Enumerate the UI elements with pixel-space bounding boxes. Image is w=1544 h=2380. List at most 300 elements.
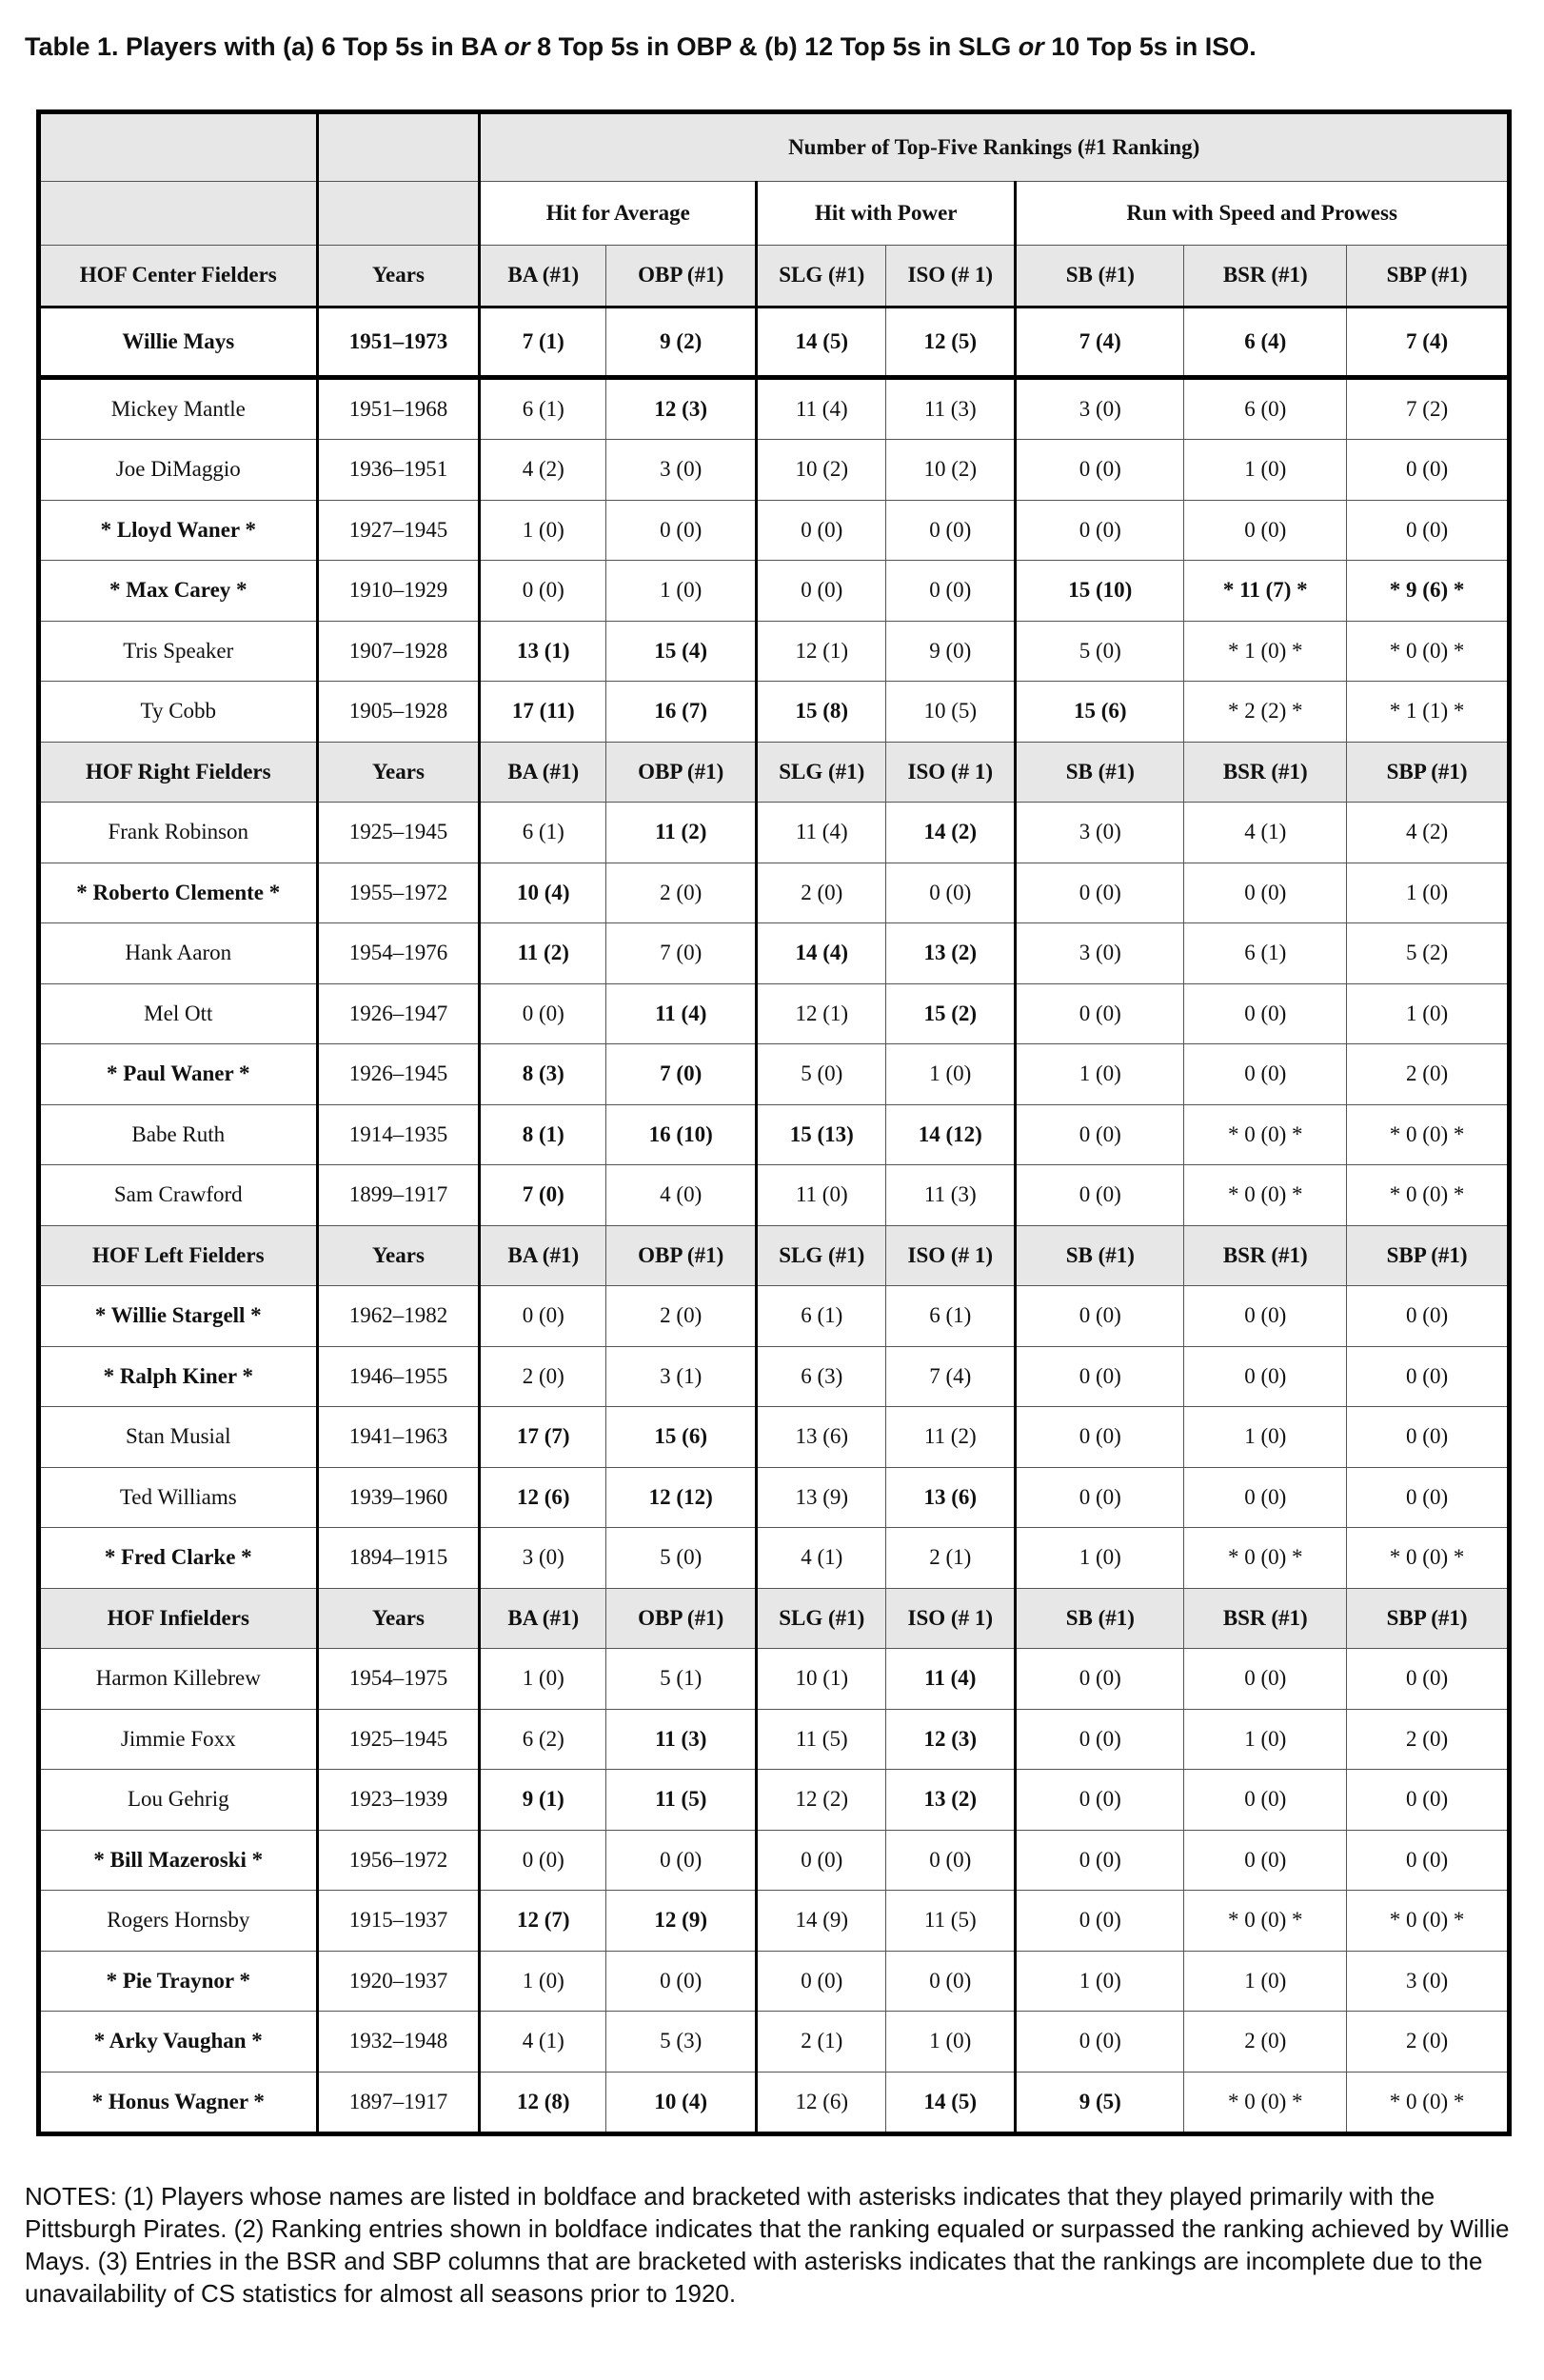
rankings-table: [36, 109, 1512, 2136]
ranking-sb: 0 (0): [1016, 1286, 1184, 1347]
player-years: 1955–1972: [317, 863, 480, 923]
player-row: [39, 1407, 1510, 1468]
ranking-sb: 1 (0): [1016, 1044, 1184, 1105]
ranking-sb: 0 (0): [1016, 1891, 1184, 1952]
player-row: [39, 1709, 1510, 1770]
ranking-ba: 0 (0): [480, 1830, 606, 1891]
player-years: 1941–1963: [317, 1407, 480, 1468]
ranking-sb: 0 (0): [1016, 1830, 1184, 1891]
ranking-iso: 11 (2): [886, 1407, 1016, 1468]
ranking-bsr: 0 (0): [1184, 1346, 1347, 1407]
header-top-label: Number of Top-Five Rankings (#1 Ranking): [480, 112, 1510, 182]
ranking-ba: 6 (2): [480, 1709, 606, 1770]
ranking-ba: 11 (2): [480, 923, 606, 984]
ranking-obp: 0 (0): [606, 1830, 757, 1891]
header-blank-cell: [317, 182, 480, 246]
ranking-iso: 10 (5): [886, 682, 1016, 743]
ranking-obp: 9 (2): [606, 307, 757, 377]
header-blank-cell: [39, 182, 318, 246]
player-name: * Pie Traynor *: [39, 1951, 318, 2012]
ranking-slg: 4 (1): [757, 1528, 886, 1589]
ranking-slg: 15 (8): [757, 682, 886, 743]
section-header-row: [39, 1225, 1510, 1286]
header-blank-cell: [317, 112, 480, 182]
player-years: 1962–1982: [317, 1286, 480, 1347]
ranking-sb: 0 (0): [1016, 500, 1184, 561]
ranking-sbp: 0 (0): [1347, 1649, 1510, 1710]
ranking-sb: 3 (0): [1016, 377, 1184, 440]
ranking-slg: 6 (1): [757, 1286, 886, 1347]
player-years: 1907–1928: [317, 621, 480, 682]
ranking-obp: 1 (0): [606, 561, 757, 622]
ranking-sb: 15 (10): [1016, 561, 1184, 622]
ranking-sbp: 0 (0): [1347, 1467, 1510, 1528]
col-header-sb: SB (#1): [1016, 1225, 1184, 1286]
header-row-top: [39, 112, 1510, 182]
player-name: Frank Robinson: [39, 803, 318, 863]
ranking-ba: 12 (6): [480, 1467, 606, 1528]
ranking-ba: 1 (0): [480, 1951, 606, 2012]
ranking-sb: 1 (0): [1016, 1528, 1184, 1589]
ranking-ba: 10 (4): [480, 863, 606, 923]
player-row: [39, 440, 1510, 501]
player-name: * Paul Waner *: [39, 1044, 318, 1105]
ranking-iso: 1 (0): [886, 2012, 1016, 2073]
ranking-sb: 0 (0): [1016, 1165, 1184, 1226]
player-name: Stan Musial: [39, 1407, 318, 1468]
ranking-ba: 6 (1): [480, 377, 606, 440]
ranking-ba: 7 (0): [480, 1165, 606, 1226]
ranking-slg: 0 (0): [757, 561, 886, 622]
ranking-ba: 7 (1): [480, 307, 606, 377]
ranking-ba: 4 (2): [480, 440, 606, 501]
player-row: [39, 1165, 1510, 1226]
section-label: HOF Center Fielders: [39, 246, 318, 307]
ranking-sbp: * 0 (0) *: [1347, 1891, 1510, 1952]
col-header-iso: ISO (# 1): [886, 1225, 1016, 1286]
player-row: [39, 1528, 1510, 1589]
title-or-2: or: [1018, 32, 1044, 61]
ranking-bsr: 0 (0): [1184, 863, 1347, 923]
ranking-sbp: 0 (0): [1347, 1286, 1510, 1347]
col-header-bsr: BSR (#1): [1184, 246, 1347, 307]
ranking-bsr: 1 (0): [1184, 1951, 1347, 2012]
player-row: [39, 2072, 1510, 2134]
ranking-sbp: 0 (0): [1347, 1830, 1510, 1891]
ranking-bsr: * 2 (2) *: [1184, 682, 1347, 743]
section-header-row: [39, 1588, 1510, 1649]
ranking-sb: 5 (0): [1016, 621, 1184, 682]
ranking-ba: 6 (1): [480, 803, 606, 863]
player-years: 1926–1945: [317, 1044, 480, 1105]
ranking-sbp: * 0 (0) *: [1347, 621, 1510, 682]
ranking-iso: 13 (2): [886, 1770, 1016, 1831]
ranking-sb: 0 (0): [1016, 1770, 1184, 1831]
player-years: 1951–1968: [317, 377, 480, 440]
player-name: Rogers Hornsby: [39, 1891, 318, 1952]
player-years: 1956–1972: [317, 1830, 480, 1891]
ranking-sb: 0 (0): [1016, 1407, 1184, 1468]
col-header-bsr: BSR (#1): [1184, 742, 1347, 803]
col-header-obp: OBP (#1): [606, 742, 757, 803]
player-years: 1932–1948: [317, 2012, 480, 2073]
ranking-iso: 0 (0): [886, 863, 1016, 923]
player-row: [39, 307, 1510, 377]
ranking-slg: 12 (1): [757, 983, 886, 1044]
ranking-sbp: 0 (0): [1347, 440, 1510, 501]
ranking-iso: 11 (5): [886, 1891, 1016, 1952]
player-row: [39, 2012, 1510, 2073]
ranking-ba: 1 (0): [480, 1649, 606, 1710]
section-header-row: [39, 246, 1510, 307]
col-header-obp: OBP (#1): [606, 246, 757, 307]
ranking-iso: 0 (0): [886, 1951, 1016, 2012]
ranking-obp: 2 (0): [606, 863, 757, 923]
ranking-iso: 15 (2): [886, 983, 1016, 1044]
col-header-sbp: SBP (#1): [1347, 742, 1510, 803]
ranking-bsr: * 1 (0) *: [1184, 621, 1347, 682]
title-part-2: 8 Top 5s in OBP & (b) 12 Top 5s in SLG: [529, 32, 1019, 61]
col-header-slg: SLG (#1): [757, 742, 886, 803]
col-header-slg: SLG (#1): [757, 1225, 886, 1286]
col-header-obp: OBP (#1): [606, 1225, 757, 1286]
ranking-obp: 5 (3): [606, 2012, 757, 2073]
player-years: 1905–1928: [317, 682, 480, 743]
player-years: 1897–1917: [317, 2072, 480, 2134]
ranking-iso: 14 (5): [886, 2072, 1016, 2134]
ranking-sb: 7 (4): [1016, 307, 1184, 377]
col-header-iso: ISO (# 1): [886, 742, 1016, 803]
col-header-ba: BA (#1): [480, 1225, 606, 1286]
player-name: Harmon Killebrew: [39, 1649, 318, 1710]
ranking-slg: 0 (0): [757, 1951, 886, 2012]
player-row: [39, 561, 1510, 622]
ranking-sbp: 0 (0): [1347, 500, 1510, 561]
player-row: [39, 1770, 1510, 1831]
ranking-iso: 11 (4): [886, 1649, 1016, 1710]
ranking-iso: 12 (3): [886, 1709, 1016, 1770]
ranking-sb: 0 (0): [1016, 1346, 1184, 1407]
ranking-obp: 15 (6): [606, 1407, 757, 1468]
ranking-sb: 0 (0): [1016, 983, 1184, 1044]
player-name: * Roberto Clemente *: [39, 863, 318, 923]
ranking-bsr: 1 (0): [1184, 1407, 1347, 1468]
group-hit-for-average: Hit for Average: [480, 182, 757, 246]
player-row: [39, 682, 1510, 743]
ranking-bsr: 4 (1): [1184, 803, 1347, 863]
ranking-obp: 4 (0): [606, 1165, 757, 1226]
player-name: Ty Cobb: [39, 682, 318, 743]
ranking-obp: 11 (2): [606, 803, 757, 863]
player-years: 1899–1917: [317, 1165, 480, 1226]
ranking-obp: 15 (4): [606, 621, 757, 682]
ranking-slg: 13 (9): [757, 1467, 886, 1528]
ranking-obp: 3 (1): [606, 1346, 757, 1407]
player-years: 1946–1955: [317, 1346, 480, 1407]
ranking-bsr: 1 (0): [1184, 440, 1347, 501]
col-header-slg: SLG (#1): [757, 246, 886, 307]
ranking-iso: 0 (0): [886, 500, 1016, 561]
ranking-obp: 11 (5): [606, 1770, 757, 1831]
section-label: HOF Left Fielders: [39, 1225, 318, 1286]
ranking-ba: 13 (1): [480, 621, 606, 682]
ranking-ba: 0 (0): [480, 1286, 606, 1347]
ranking-sb: 1 (0): [1016, 1951, 1184, 2012]
player-name: Hank Aaron: [39, 923, 318, 984]
ranking-slg: 14 (5): [757, 307, 886, 377]
ranking-sbp: 2 (0): [1347, 1044, 1510, 1105]
player-name: Ted Williams: [39, 1467, 318, 1528]
ranking-iso: 11 (3): [886, 1165, 1016, 1226]
ranking-sbp: * 0 (0) *: [1347, 1104, 1510, 1165]
col-header-years: Years: [317, 742, 480, 803]
ranking-obp: 10 (4): [606, 2072, 757, 2134]
ranking-sbp: 0 (0): [1347, 1407, 1510, 1468]
col-header-years: Years: [317, 246, 480, 307]
ranking-ba: 4 (1): [480, 2012, 606, 2073]
ranking-iso: 12 (5): [886, 307, 1016, 377]
player-name: * Arky Vaughan *: [39, 2012, 318, 2073]
ranking-bsr: 0 (0): [1184, 500, 1347, 561]
player-years: 1939–1960: [317, 1467, 480, 1528]
col-header-iso: ISO (# 1): [886, 1588, 1016, 1649]
ranking-ba: 17 (7): [480, 1407, 606, 1468]
ranking-obp: 3 (0): [606, 440, 757, 501]
ranking-obp: 5 (1): [606, 1649, 757, 1710]
ranking-iso: 2 (1): [886, 1528, 1016, 1589]
ranking-sb: 0 (0): [1016, 440, 1184, 501]
ranking-ba: 12 (7): [480, 1891, 606, 1952]
player-years: 1925–1945: [317, 803, 480, 863]
player-row: [39, 1891, 1510, 1952]
ranking-iso: 0 (0): [886, 561, 1016, 622]
col-header-years: Years: [317, 1588, 480, 1649]
ranking-sbp: 1 (0): [1347, 983, 1510, 1044]
ranking-sbp: 7 (2): [1347, 377, 1510, 440]
ranking-slg: 5 (0): [757, 1044, 886, 1105]
player-years: 1925–1945: [317, 1709, 480, 1770]
ranking-ba: 0 (0): [480, 561, 606, 622]
ranking-ba: 8 (1): [480, 1104, 606, 1165]
player-name: * Ralph Kiner *: [39, 1346, 318, 1407]
ranking-sb: 0 (0): [1016, 1467, 1184, 1528]
col-header-iso: ISO (# 1): [886, 246, 1016, 307]
ranking-bsr: 6 (1): [1184, 923, 1347, 984]
ranking-sbp: * 0 (0) *: [1347, 1165, 1510, 1226]
group-hit-with-power: Hit with Power: [757, 182, 1016, 246]
col-header-sb: SB (#1): [1016, 246, 1184, 307]
player-years: 1920–1937: [317, 1951, 480, 2012]
ranking-sbp: * 1 (1) *: [1347, 682, 1510, 743]
ranking-obp: 11 (4): [606, 983, 757, 1044]
col-header-obp: OBP (#1): [606, 1588, 757, 1649]
ranking-sb: 0 (0): [1016, 2012, 1184, 2073]
player-row: [39, 1951, 1510, 2012]
player-years: 1923–1939: [317, 1770, 480, 1831]
ranking-sbp: 7 (4): [1347, 307, 1510, 377]
ranking-sb: 0 (0): [1016, 863, 1184, 923]
ranking-iso: 9 (0): [886, 621, 1016, 682]
col-header-sbp: SBP (#1): [1347, 246, 1510, 307]
ranking-slg: 11 (5): [757, 1709, 886, 1770]
ranking-ba: 8 (3): [480, 1044, 606, 1105]
section-label: HOF Infielders: [39, 1588, 318, 1649]
title-part-1: Table 1. Players with (a) 6 Top 5s in BA: [25, 32, 505, 61]
ranking-ba: 0 (0): [480, 983, 606, 1044]
ranking-sbp: 2 (0): [1347, 2012, 1510, 2073]
player-row: [39, 863, 1510, 923]
ranking-bsr: * 0 (0) *: [1184, 1104, 1347, 1165]
ranking-obp: 16 (10): [606, 1104, 757, 1165]
ranking-slg: 0 (0): [757, 1830, 886, 1891]
ranking-slg: 10 (1): [757, 1649, 886, 1710]
player-years: 1915–1937: [317, 1891, 480, 1952]
ranking-sbp: * 9 (6) *: [1347, 561, 1510, 622]
ranking-bsr: 0 (0): [1184, 1830, 1347, 1891]
ranking-bsr: 1 (0): [1184, 1709, 1347, 1770]
ranking-ba: 9 (1): [480, 1770, 606, 1831]
ranking-sbp: * 0 (0) *: [1347, 1528, 1510, 1589]
table-notes: NOTES: (1) Players whose names are listed in boldface and bracketed with asterisks indicates that they played primarily with the Pittsburgh Pirates. (2) Ranking entries shown in boldface indicates that the ranking equaled or surpassed the ranking achieved by Willie Mays. (3) Entries in the BSR and SBP columns that are bracketed with asterisks indicates that the rankings are incomplete due to the unavailability of CS statistics for almost all seasons prior to 1920.: [25, 2182, 1510, 2308]
col-header-sb: SB (#1): [1016, 1588, 1184, 1649]
player-years: 1914–1935: [317, 1104, 480, 1165]
ranking-obp: 5 (0): [606, 1528, 757, 1589]
ranking-bsr: * 0 (0) *: [1184, 2072, 1347, 2134]
ranking-iso: 14 (2): [886, 803, 1016, 863]
player-name: Mel Ott: [39, 983, 318, 1044]
ranking-slg: 14 (4): [757, 923, 886, 984]
section-label: HOF Right Fielders: [39, 742, 318, 803]
player-name: * Bill Mazeroski *: [39, 1830, 318, 1891]
ranking-bsr: * 0 (0) *: [1184, 1891, 1347, 1952]
player-years: 1954–1975: [317, 1649, 480, 1710]
ranking-obp: 7 (0): [606, 923, 757, 984]
ranking-slg: 11 (0): [757, 1165, 886, 1226]
ranking-iso: 1 (0): [886, 1044, 1016, 1105]
player-row: [39, 621, 1510, 682]
ranking-ba: 2 (0): [480, 1346, 606, 1407]
ranking-slg: 0 (0): [757, 500, 886, 561]
ranking-sb: 3 (0): [1016, 923, 1184, 984]
col-header-ba: BA (#1): [480, 742, 606, 803]
ranking-sbp: 3 (0): [1347, 1951, 1510, 2012]
player-name: * Honus Wagner *: [39, 2072, 318, 2134]
ranking-iso: 13 (6): [886, 1467, 1016, 1528]
player-row: [39, 1286, 1510, 1347]
col-header-bsr: BSR (#1): [1184, 1588, 1347, 1649]
ranking-sb: 9 (5): [1016, 2072, 1184, 2134]
ranking-sbp: 4 (2): [1347, 803, 1510, 863]
ranking-obp: 16 (7): [606, 682, 757, 743]
ranking-iso: 11 (3): [886, 377, 1016, 440]
ranking-sbp: 5 (2): [1347, 923, 1510, 984]
ranking-slg: 15 (13): [757, 1104, 886, 1165]
ranking-obp: 2 (0): [606, 1286, 757, 1347]
header-row-groups: [39, 182, 1510, 246]
ranking-ba: 3 (0): [480, 1528, 606, 1589]
ranking-bsr: 2 (0): [1184, 2012, 1347, 2073]
ranking-obp: 0 (0): [606, 500, 757, 561]
ranking-obp: 12 (3): [606, 377, 757, 440]
ranking-bsr: * 0 (0) *: [1184, 1528, 1347, 1589]
player-row: [39, 803, 1510, 863]
title-part-3: 10 Top 5s in ISO.: [1043, 32, 1257, 61]
col-header-bsr: BSR (#1): [1184, 1225, 1347, 1286]
player-name: Jimmie Foxx: [39, 1709, 318, 1770]
ranking-obp: 12 (9): [606, 1891, 757, 1952]
ranking-sb: 15 (6): [1016, 682, 1184, 743]
player-name: Willie Mays: [39, 307, 318, 377]
ranking-slg: 6 (3): [757, 1346, 886, 1407]
ranking-bsr: 0 (0): [1184, 1649, 1347, 1710]
ranking-slg: 14 (9): [757, 1891, 886, 1952]
player-row: [39, 1467, 1510, 1528]
player-name: Mickey Mantle: [39, 377, 318, 440]
player-row: [39, 983, 1510, 1044]
ranking-slg: 2 (1): [757, 2012, 886, 2073]
ranking-sb: 0 (0): [1016, 1709, 1184, 1770]
col-header-years: Years: [317, 1225, 480, 1286]
col-header-sbp: SBP (#1): [1347, 1588, 1510, 1649]
ranking-ba: 1 (0): [480, 500, 606, 561]
player-name: * Willie Stargell *: [39, 1286, 318, 1347]
player-row: [39, 377, 1510, 440]
player-row: [39, 1346, 1510, 1407]
ranking-bsr: 6 (4): [1184, 307, 1347, 377]
ranking-iso: 0 (0): [886, 1830, 1016, 1891]
player-name: Lou Gehrig: [39, 1770, 318, 1831]
player-name: * Fred Clarke *: [39, 1528, 318, 1589]
table-title: [25, 32, 1257, 62]
ranking-sb: 3 (0): [1016, 803, 1184, 863]
col-header-sb: SB (#1): [1016, 742, 1184, 803]
ranking-sbp: 0 (0): [1347, 1346, 1510, 1407]
ranking-ba: 17 (11): [480, 682, 606, 743]
ranking-iso: 13 (2): [886, 923, 1016, 984]
ranking-slg: 2 (0): [757, 863, 886, 923]
col-header-slg: SLG (#1): [757, 1588, 886, 1649]
ranking-slg: 11 (4): [757, 377, 886, 440]
player-years: 1894–1915: [317, 1528, 480, 1589]
header-blank-cell: [39, 112, 318, 182]
player-row: [39, 1649, 1510, 1710]
ranking-iso: 6 (1): [886, 1286, 1016, 1347]
player-name: Tris Speaker: [39, 621, 318, 682]
ranking-sbp: 2 (0): [1347, 1709, 1510, 1770]
ranking-slg: 12 (6): [757, 2072, 886, 2134]
player-years: 1954–1976: [317, 923, 480, 984]
group-run-with-speed: Run with Speed and Prowess: [1016, 182, 1510, 246]
ranking-sbp: 1 (0): [1347, 863, 1510, 923]
player-row: [39, 923, 1510, 984]
ranking-obp: 11 (3): [606, 1709, 757, 1770]
ranking-slg: 10 (2): [757, 440, 886, 501]
ranking-sbp: * 0 (0) *: [1347, 2072, 1510, 2134]
player-years: 1910–1929: [317, 561, 480, 622]
title-or-1: or: [504, 32, 530, 61]
player-name: Joe DiMaggio: [39, 440, 318, 501]
player-name: Babe Ruth: [39, 1104, 318, 1165]
ranking-ba: 12 (8): [480, 2072, 606, 2134]
player-row: [39, 1104, 1510, 1165]
ranking-bsr: 0 (0): [1184, 983, 1347, 1044]
ranking-iso: 7 (4): [886, 1346, 1016, 1407]
ranking-bsr: 0 (0): [1184, 1044, 1347, 1105]
ranking-bsr: * 0 (0) *: [1184, 1165, 1347, 1226]
col-header-sbp: SBP (#1): [1347, 1225, 1510, 1286]
ranking-iso: 14 (12): [886, 1104, 1016, 1165]
ranking-slg: 12 (2): [757, 1770, 886, 1831]
